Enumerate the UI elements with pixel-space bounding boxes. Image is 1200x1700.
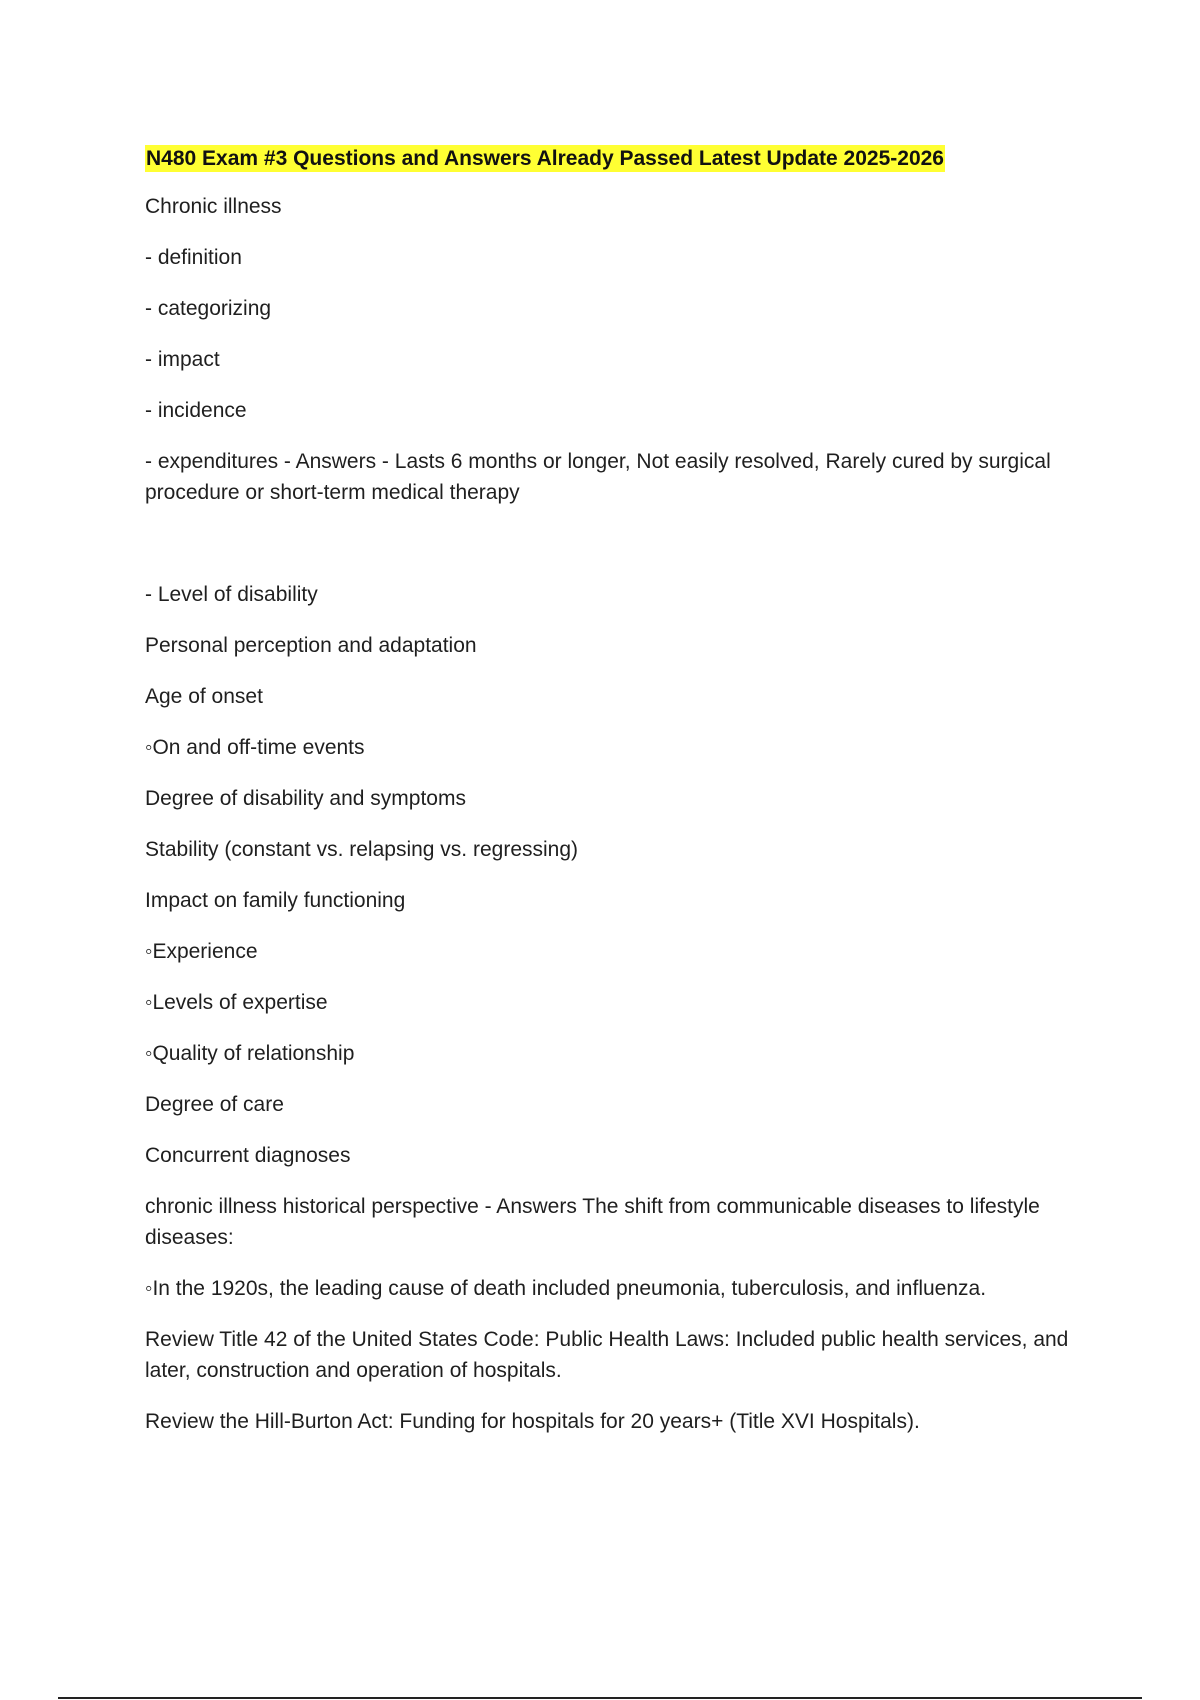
paragraph-historical-perspective: chronic illness historical perspective - Answers The shift from communicable diseases to lifestyle diseases: — [145, 1195, 1040, 1249]
paragraph-categorizing: - categorizing — [145, 297, 272, 320]
paragraph-incidence: - incidence — [145, 399, 247, 422]
paragraph-expenditures-answer: - expenditures - Answers - Lasts 6 months or longer, Not easily resolved, Rarely cured by surgical procedure or short-term medical therapy — [145, 450, 1051, 504]
paragraph-chronic-illness: Chronic illness — [145, 195, 282, 218]
paragraph-title-42: Review Title 42 of the United States Code: Public Health Laws: Included public health services, and later, construction and operation of hospitals. — [145, 1328, 1069, 1382]
paragraph-impact: - impact — [145, 348, 220, 371]
paragraph-personal-perception: Personal perception and adaptation — [145, 634, 477, 657]
blank-space — [145, 528, 1080, 579]
paragraph-degree-of-care: Degree of care — [145, 1093, 284, 1116]
paragraph-concurrent-diagnoses: Concurrent diagnoses — [145, 1144, 351, 1167]
paragraph-on-off-time-events: ◦On and off-time events — [145, 736, 365, 759]
paragraph-experience: ◦Experience — [145, 940, 258, 963]
paragraph-level-of-disability: - Level of disability — [145, 583, 318, 606]
paragraph-1920s-causes: ◦In the 1920s, the leading cause of death included pneumonia, tuberculosis, and influenza. — [145, 1277, 987, 1300]
document-title: N480 Exam #3 Questions and Answers Already Passed Latest Update 2025-2026 — [146, 147, 944, 170]
paragraph-degree-of-disability: Degree of disability and symptoms — [145, 787, 466, 810]
paragraph-levels-of-expertise: ◦Levels of expertise — [145, 991, 328, 1014]
footer-rule — [58, 1697, 1142, 1699]
title-block — [145, 143, 1080, 175]
paragraph-age-of-onset: Age of onset — [145, 685, 263, 708]
document-body — [145, 143, 1080, 1457]
paragraph-stability: Stability (constant vs. relapsing vs. regressing) — [145, 838, 579, 861]
paragraph-definition: - definition — [145, 246, 242, 269]
paragraph-hill-burton: Review the Hill-Burton Act: Funding for hospitals for 20 years+ (Title XVI Hospitals). — [145, 1410, 920, 1433]
paragraph-quality-of-relationship: ◦Quality of relationship — [145, 1042, 355, 1065]
paragraph-family-functioning: Impact on family functioning — [145, 889, 406, 912]
